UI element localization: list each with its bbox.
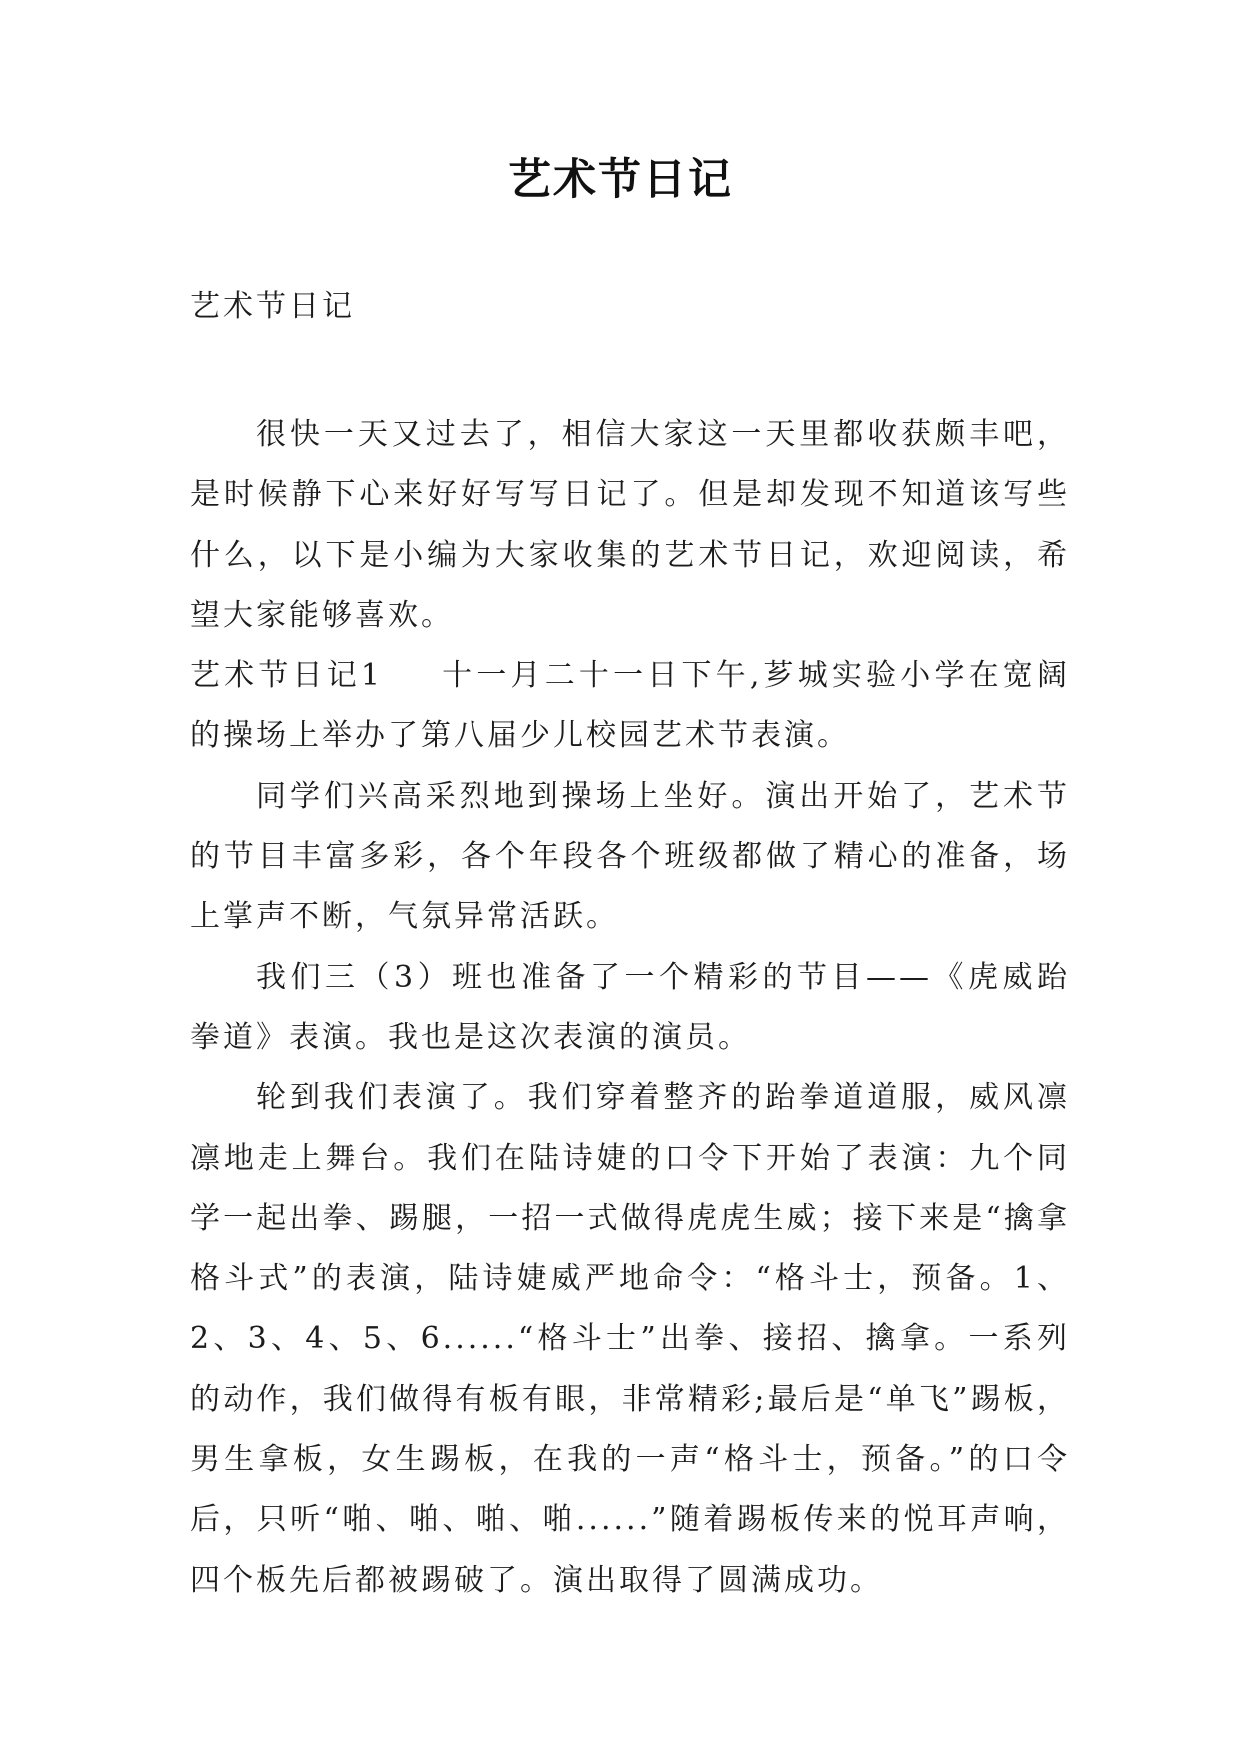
intro-paragraph: 很快一天又过去了，相信大家这一天里都收获颇丰吧，是时候静下心来好好写写日记了。但是却发现不知道该写些什么，以下是小编为大家收集的艺术节日记，欢迎阅读，希望大家能够喜欢。	[190, 417, 1070, 633]
entry-first-paragraph	[190, 646, 1070, 767]
entry-heading: 艺术节日记1	[190, 658, 383, 694]
paragraph-3: 我们三（3）班也准备了一个精彩的节目——《虎威跆拳道》表演。我也是这次表演的演员。	[190, 959, 1070, 1055]
entry-first-text: 十一月二十一日下午,芗城实验小学在宽阔的操场上举办了第八届少儿校园艺术节表演。	[190, 658, 1070, 754]
document-subtitle: 艺术节日记	[190, 289, 355, 324]
document-body	[190, 405, 1070, 1611]
document-title: 艺术节日记	[508, 155, 733, 205]
paragraph-2: 同学们兴高采烈地到操场上坐好。演出开始了，艺术节的节目丰富多彩，各个年段各个班级都做了精心的准备，场上掌声不断，气氛异常活跃。	[190, 778, 1070, 935]
paragraph-4: 轮到我们表演了。我们穿着整齐的跆拳道道服，威风凛凛地走上舞台。我们在陆诗婕的口令下开始了表演：九个同学一起出拳、踢腿，一招一式做得虎虎生威；接下来是“擒拿格斗式”的表演，陆诗婕威严地命令：“格斗士，预备。1、2、3、4、5、6......“格斗士”出拳、接招、擒拿。一系列的动作，我们做得有板有眼，非常精彩;最后是“单飞”踢板，男生拿板，女生踢板，在我的一声“格斗士，预备。”的口令后，只听“啪、啪、啪、啪......”随着踢板传来的悦耳声响，四个板先后都被踢破了。演出取得了圆满成功。	[190, 1080, 1070, 1598]
